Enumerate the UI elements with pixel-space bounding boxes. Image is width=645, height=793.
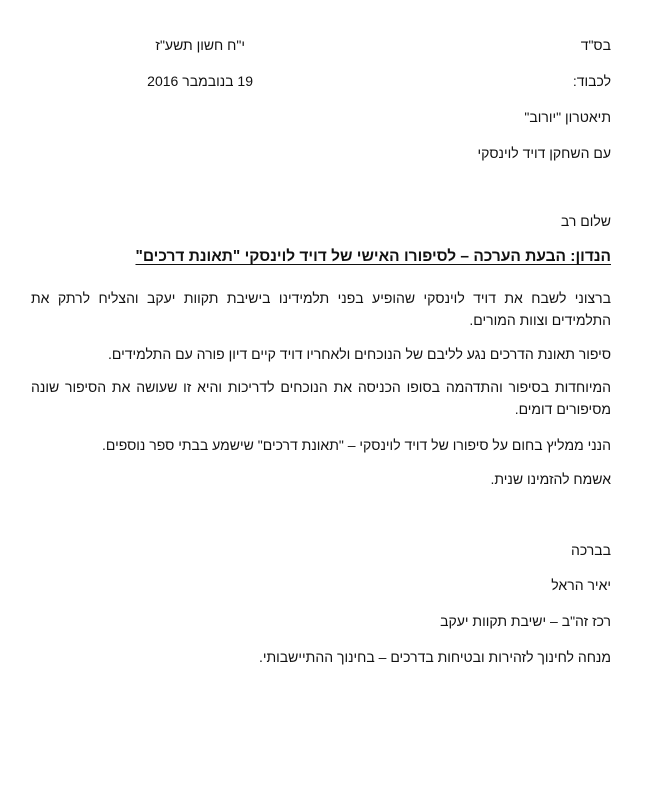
- hebrew-date: י"ח חשון תשע"ז: [155, 37, 245, 53]
- body-paragraph-2: סיפור תאונת הדרכים נגע לליבם של הנוכחים ולאחריו דויד קיים דיון פורה עם התלמידים.: [108, 346, 611, 362]
- recipient-theater: תיאטרון "יורוב": [524, 109, 611, 125]
- body-paragraph-5: אשמח להזמינו שנית.: [490, 471, 611, 487]
- body-paragraph-3: המיוחדות בסיפור והתדהמה בסופו הכניסה את הנוכחים לדריכות והיא זו שעושה את הסיפור שונה מסיפורים דומים.: [31, 379, 611, 417]
- gregorian-date: 19 בנובמבר 2016: [147, 73, 253, 89]
- greeting: שלום רב: [560, 213, 611, 229]
- closing: בברכה: [570, 542, 611, 558]
- body-paragraph-4: הנני ממליץ בחום על סיפורו של דויד לוינסקי – "תאונת דרכים" שישמע בבתי ספר נוספים.: [101, 437, 611, 453]
- signer-title: מנחה לחינוך לזהירות ובטיחות בדרכים – בחינוך ההתיישבותי.: [258, 649, 611, 665]
- signer-name: יאיר הראל: [551, 577, 611, 593]
- to-label: לכבוד:: [572, 73, 611, 89]
- subject-line: הנדון: הבעת הערכה – לסיפורו האישי של דויד לוינסקי "תאונת דרכים": [135, 248, 611, 265]
- body-paragraph-1: ברצוני לשבח את דויד לוינסקי שהופיע בפני תלמידינו בישיבת תקוות יעקב והצליח לרתק את התלמידים וצוות המורים.: [31, 290, 611, 328]
- recipient-actor: עם השחקן דויד לוינסקי: [477, 145, 611, 161]
- signer-role: רכז זה"ב – ישיבת תקוות יעקב: [440, 613, 611, 629]
- bsd-mark: בס"ד: [580, 37, 611, 53]
